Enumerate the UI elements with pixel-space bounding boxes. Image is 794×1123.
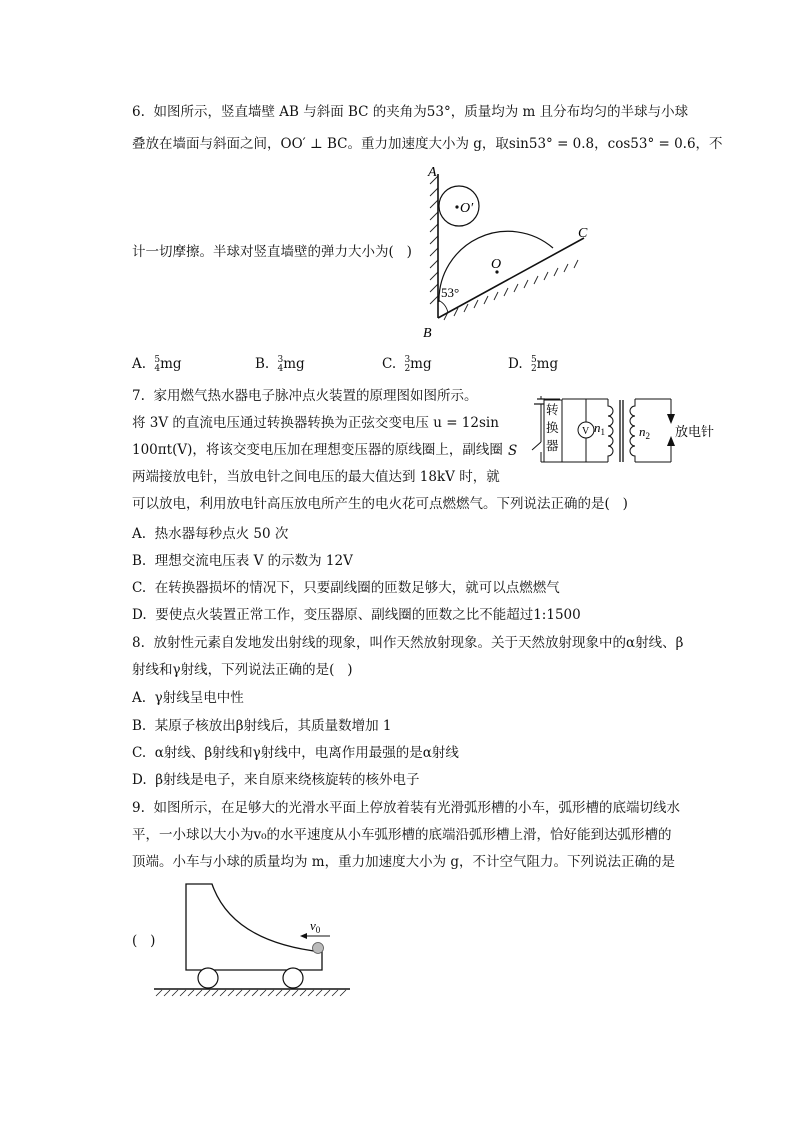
svg-text:器: 器	[546, 439, 559, 453]
q6-option-a-den: 4	[154, 363, 161, 374]
label-C: C	[578, 226, 588, 241]
q7-text-line-2: 将 3V 的直流电压通过转换器转换为正弦交变电压 u = 12sin	[132, 415, 499, 431]
q7-text-line-1: 7. 家用燃气热水器电子脉冲点火装置的原理图如图所示。	[132, 388, 478, 404]
q6-option-b: B. 3 4 mg	[255, 354, 305, 374]
wall-hatch	[430, 176, 438, 304]
v0-label: v	[310, 918, 316, 933]
svg-text:n2: $n_2$	[639, 424, 650, 441]
needle-top	[667, 414, 675, 424]
q7-option-b: B. 理想交流电压表 V 的示数为 12V	[132, 553, 353, 569]
q7-text-line-4: 两端接放电针，当放电针之间电压的最大值达到 18kV 时，就	[132, 469, 500, 485]
q8-option-d: D. β射线是电子，来自原来绕核旋转的核外电子	[132, 772, 420, 788]
svg-text:v0: $v_0$	[310, 918, 321, 935]
q6-option-d-num: 5	[530, 354, 537, 365]
ball	[313, 943, 324, 954]
q8-text-line-1: 8. 放射性元素自发地发出射线的现象，叫作天然放射现象。关于天然放射现象中的α射线、β	[132, 635, 684, 651]
q9-text-line-1: 9. 如图所示，在足够大的光滑水平面上停放着装有光滑弧形槽的小车，弧形槽的底端切线水	[132, 800, 680, 816]
label-O: O	[491, 257, 502, 272]
needle-bottom	[667, 436, 675, 446]
wheel-left	[198, 968, 218, 988]
q7-option-d: D. 要使点火装置正常工作，变压器原、副线圈的匝数之比不能超过1:1500	[132, 607, 581, 623]
label-53deg: 53°	[441, 285, 460, 300]
secondary-coil	[630, 399, 635, 462]
q7-figure-ignition-circuit	[508, 396, 716, 468]
ground-hatch	[156, 990, 346, 996]
q6-option-d-den: 2	[530, 363, 537, 374]
svg-text:换: 换	[546, 421, 559, 435]
svg-text:转: 转	[546, 403, 559, 417]
label-Op: O′	[460, 201, 474, 216]
q8-text-line-2: 射线和γ射线，下列说法正确的是( )	[132, 662, 353, 678]
q6-text-line-2: 叠放在墙面与斜面之间，OO′ ⊥ BC。重力加速度大小为 g，取sin53° = 0.8，cos53° = 0.6，不	[132, 136, 723, 152]
q6-text-line-3: 计一切摩擦。半球对竖直墙壁的弹力大小为( )	[132, 244, 412, 260]
q6-option-b-num: 3	[277, 354, 284, 365]
incline-hatch	[444, 260, 578, 320]
label-B: B	[423, 326, 432, 341]
q6-option-a-num: 5	[154, 354, 161, 365]
svg-text:放电针: 放电针	[675, 424, 715, 439]
q9-figure-cart	[152, 880, 352, 1000]
q6-option-c-num: 3	[404, 354, 411, 365]
svg-text:n1: $n_1$	[594, 420, 605, 437]
cart-body	[186, 884, 322, 970]
q6-option-c-den: 2	[404, 363, 411, 374]
q6-text-line-1: 6. 如图所示，竖直墙壁 AB 与斜面 BC 的夹角为53°，质量均为 m 且分布均匀的半球与小球	[132, 104, 689, 120]
q7-option-c: C. 在转换器损坏的情况下，只要副线圈的匝数足够大，就可以点燃燃气	[132, 580, 560, 596]
q6-option-a: A. 5 4 mg	[132, 354, 182, 374]
label-A: A	[428, 165, 437, 180]
q7-text-line-5: 可以放电，利用放电针高压放电所产生的电火花可点燃燃气。下列说法正确的是( )	[132, 496, 628, 512]
q8-option-b: B. 某原子核放出β射线后，其质量数增加 1	[132, 718, 392, 734]
q7-text-line-3: 100πt(V)，将该交变电压加在理想变压器的原线圈上，副线圈	[132, 442, 503, 458]
q6-option-c: C. 3 2 mg	[382, 354, 432, 374]
q9-text-line-3: 顶端。小车与小球的质量均为 m，重力加速度大小为 g，不计空气阻力。下列说法正确的是	[132, 854, 676, 870]
q9-text-line-4: ( )	[132, 933, 156, 949]
q7-switch-label-S: S	[508, 443, 518, 459]
q6-option-b-den: 4	[277, 363, 284, 374]
q8-option-a: A. γ射线呈电中性	[132, 690, 244, 706]
center-Op-dot	[455, 205, 458, 208]
q7-option-a: A. 热水器每秒点火 50 次	[132, 526, 289, 542]
wheel-right	[283, 968, 303, 988]
primary-coil	[608, 399, 613, 462]
q6-option-d: D. 5 2 mg	[508, 354, 559, 374]
q6-figure-wall-incline	[418, 162, 618, 342]
q8-option-c: C. α射线、β射线和γ射线中，电离作用最强的是α射线	[132, 745, 459, 761]
q9-text-line-2: 平，一小球以大小为v₀的水平速度从小车弧形槽的底端沿弧形槽上滑，恰好能到达弧形槽的	[132, 827, 672, 843]
svg-text:V: V	[582, 426, 590, 437]
